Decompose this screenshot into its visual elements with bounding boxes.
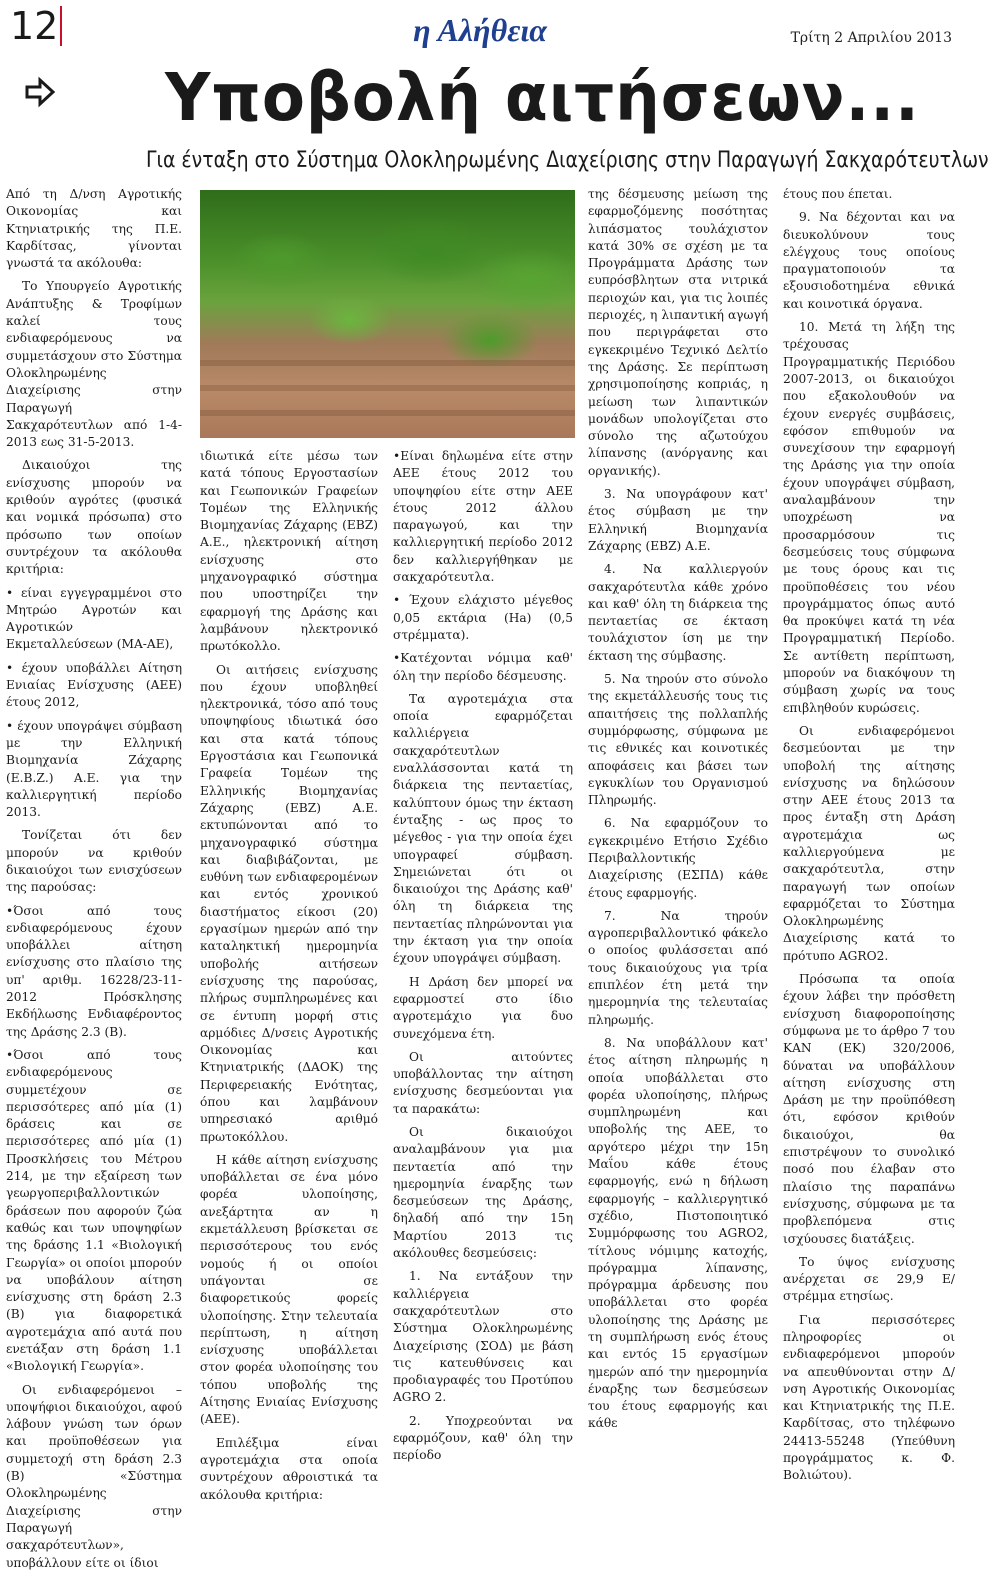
paragraph: Δικαιούχοι της ενίσχυσης μπορούν να κριθούν αγρότες (φυσικά και νομικά πρόσωπα) στο πρόσωπο των οποίων συντρέχουν τα ακόλουθα κριτήρια: [6, 458, 182, 577]
paragraph: ιδιωτικά είτε μέσω των κατά τόπους Εργοστασίων και Γεωπονικών Γραφείων Τομέων της Ελληνικής Βιομηχανίας Ζάχαρης (ΕΒΖ) Α.Ε., ηλεκτρονική αίτηση ενίσχυσης στο μηχανογραφικό σύστημα που υποστηρίζει την εφαρμογή της Δράσης και λαμβάνουν ηλεκτρονικό πρωτόκολλο. [200, 449, 378, 654]
paragraph: Οι ενδιαφερόμενοι – υποψήφιοι δικαιούχοι, αφού λάβουν γνώση των όρων και προϋποθέσεων για συμμετοχή στη δράση 2.3 (Β) «Σύστημα Ολοκληρωμένης Διαχείρισης στην Παραγωγή σακχαρότευτλων», υποβάλλουν είτε οι ίδιοι [6, 1382, 182, 1570]
page-number: 12 [10, 4, 59, 48]
bullet-item: •Όσοι από τους ενδιαφερόμενους συμμετέχουν σε περισσότερες από μία (1) δράσεις και σε περισσότερες από μία (1) Προσκλήσεις του Μέτρου 214, με την εξαίρεση των γεωργοπεριβαλλοντικών δράσεων που αφορούν ζώα καθώς και των υποψηφίων της δράσης 1.1 «Βιολογική Γεωργία» οι οποίοι μπορούν να υποβάλουν αίτηση ενίσχυσης στη δράση 2.3 (Β) για διαφορετικά αγροτεμάχια από αυτά που ενετάξαν στη δράση 1.1 «Βιολογική Γεωργία». [6, 1047, 182, 1374]
paragraph: Η Δράση δεν μπορεί να εφαρμοστεί στο ίδιο αγροτεμάχιο για δυο συνεχόμενα έτη. [393, 974, 573, 1041]
paragraph: Από τη Δ/νση Αγροτικής Οικονομίας και Κτηνιατρικής της Π.Ε. Καρδίτσας, γίνονται γνωστά τα ακόλουθα: [6, 187, 182, 271]
newspaper-masthead: η Αλήθεια [413, 12, 547, 48]
numbered-item: 5. Να τηρούν στο σύνολο της εκμετάλλευσής τους τις απαιτήσεις της πολλαπλής συμμόρφωσης, σύμφωνα με τις εθνικές και κοινοτικές αποφάσεις και βάσει των εγκυκλίων του Οργανισμού Πληρωμής. [588, 672, 768, 808]
numbered-item: 7. Να τηρούν αγροπεριβαλλοντικό φάκελο ο οποίος φυλάσσεται από τους δικαιούχους για τρία επιπλέον έτη μετά την ημερομηνία της τελευταίας πληρωμής. [588, 908, 768, 1027]
numbered-item: 10. Μετά τη λήξη της τρέχουσας Προγραμματικής Περιόδου 2007-2013, οι δικαιούχοι που εξακολουθούν να έχουν ενεργές συμβάσεις, εφόσον επιθυμούν να συνεχίσουν την εφαρμογή της Δράσης για την οποία έχουν υπογράψει σύμβαση, αναλαμβάνουν την υποχρέωση να προσαρμόσουν τις δεσμεύσεις τους σύμφωνα με τους όρους και τις προϋποθέσεις του νέου προγράμματος όπως αυτό θα προκύψει κατά τη νέα Προγραμματική Περίοδο. Σε αντίθετη περίπτωση, μπορούν να διακόψουν τη σύμβαση χωρίς να τους επιβληθούν κυρώσεις. [783, 320, 955, 715]
paragraph: Η κάθε αίτηση ενίσχυσης υποβάλλεται σε ένα μόνο φορέα υλοποίησης, ανεξάρτητα αν η εκμετάλλευση βρίσκεται σε περισσότερους του ενός νομούς ή οι οποίοι υπάγονται σε διαφορετικούς φορείς υλοποίησης. Στην τελευταία περίπτωση, η αίτηση ενίσχυσης υποβάλλεται στον φορέα υλοποίησης του τόπου υποβολής της Αίτησης Ενιαίας Ενίσχυσης (ΑΕΕ). [200, 1152, 378, 1427]
paragraph: Οι αιτούντες υποβάλλοντας την αίτηση ενίσχυσης δεσμεύονται για τα παρακάτω: [393, 1049, 573, 1116]
paragraph: Τονίζεται ότι δεν μπορούν να κριθούν δικαιούχοι των ενισχύσεων της παρούσας: [6, 828, 182, 895]
arrow-right-icon [24, 76, 56, 108]
paragraph: Πρόσωπα τα οποία έχουν λάβει την πρόσθετη ενίσχυση διαφοροποίησης σύμφωνα με το άρθρο 7 του ΚΑΝ (ΕΚ) 320/2006, δύναται να υποβάλλουν αίτηση ενίσχυσης στη Δράση με την προϋπόθεση ότι, εφόσον κριθούν δικαιούχοι, θα επιστρέψουν το συνολικό ποσό που έλαβαν στο πλαίσιο της παραπάνω ενίσχυσης, σύμφωνα με τα προβλεπόμενα στις ισχύουσες διατάξεις. [783, 972, 955, 1246]
paragraph: έτους που έπεται. [783, 187, 893, 201]
article-title: Υποβολή αιτήσεων... [165, 59, 920, 136]
numbered-item: 8. Να υποβάλλουν κατ' έτος αίτηση πληρωμής η οποία υποβάλλεται στο φορέα υλοποίησης, πλήρως συμπληρωμένη και υποβολής της ΑΕΕ, το αργότερο μέχρι την 15η Μαΐου κάθε έτους εφαρμογής, ενώ η δήλωση εφαρμογής – καλλιεργητικό σχέδιο, Πιστοποιητικό Συμμόρφωσης του AGRO2, τίτλους νόμιμης κατοχής, πρόγραμμα λίπανσης, πρόγραμμα άρδευσης που υποβάλλεται στο φορέα υλοποίησης της Δράσης με τη συμπλήρωση ενός έτους και εντός 15 εργασίμων ημερών από την ημερομηνία έναρξης των δεσμεύσεων του έτους εφαρμογής και κάθε [588, 1035, 768, 1431]
numbered-item: 3. Να υπογράφουν κατ' έτος σύμβαση με την Ελληνική Βιομηχανία Ζάχαρης (ΕΒΖ) Α.Ε. [588, 487, 768, 553]
paragraph: Επιλέξιμα είναι αγροτεμάχια στα οποία συντρέχουν αθροιστικά τα ακόλουθα κριτήρια: [200, 1435, 378, 1502]
paragraph: Το Υπουργείο Αγροτικής Ανάπτυξης & Τροφίμων καλεί τους ενδιαφερόμενους να συμμετάσχουν στο Σύστημα Ολοκληρωμένης Διαχείρισης στην Παραγωγή Σακχαρότευτλων από 1-4-2013 εως 31-5-2013. [6, 279, 182, 450]
paragraph: Τα αγροτεμάχια στα οποία εφαρμόζεται καλλιέργεια σακχαρότευτλων εναλλάσσονται κατά τη διάρκεια της πενταετίας, καλύπτουν όμως την έκταση ένταξης - ως προς το μέγεθος - για την οποία έχει υπογραφεί σύμβαση. Σημειώνεται ότι οι δικαιούχοι της Δράσης καθ' όλη τη διάρκεια της πενταετίας πληρώνονται για την έκταση για την οποία έχουν υπογράψει σύμβαση. [393, 691, 573, 966]
article-column-1 [6, 186, 182, 1570]
paragraph: Για περισσότερες πληροφορίες οι ενδιαφερόμενοι μπορούν να απευθύνονται στην Δ/νση Αγροτικής Οικονομίας και Κτηνιατρικής της Π.Ε. Καρδίτσας, στο τηλέφωνο 24413-55248 (Υπεύθυνη προγράμματος κ. Φ. Βολιώτου). [783, 1312, 955, 1483]
sugar-beet-field-photo [200, 190, 575, 438]
bullet-item: •Κατέχονται νόμιμα καθ' όλη την περίοδο δέσμευσης. [393, 651, 573, 683]
page-header [0, 0, 960, 52]
article-subtitle: Για ένταξη στο Σύστημα Ολοκληρωμένης Διαχείρισης στην Παραγωγή Σακχαρότευτλων [146, 148, 989, 173]
issue-date: Τρίτη 2 Απριλίου 2013 [790, 30, 952, 46]
article-column-3 [393, 448, 573, 1463]
paragraph: Οι ενδιαφερόμενοι δεσμεύονται με την υποβολή της αίτησης ενίσχυσης να δηλώσουν στην ΑΕΕ έτους 2013 τα προς ένταξη στη Δράση αγροτεμάχια ως καλλιεργούμενα με σακχαρότευτλα, στην παραγωγή των οποίων εφαρμόζεται το Σύστημα Ολοκληρωμένης Διαχείρισης κατά το πρότυπο AGRO2. [783, 723, 955, 963]
bullet-item: • έχουν υπογράψει σύμβαση με την Ελληνική Βιομηχανία Ζάχαρης (Ε.Β.Ζ.) Α.Ε. για την καλλιεργητική περίοδο 2013. [6, 718, 182, 820]
bullet-item: •Είναι δηλωμένα είτε στην ΑΕΕ έτους 2012 του υποψηφίου είτε στην ΑΕΕ έτους 2012 άλλου παραγωγού, και την καλλιεργητική περίοδο 2012 δεν καλλιεργήθηκαν με σακχαρότευτλα. [393, 449, 573, 585]
numbered-item: 1. Να εντάξουν την καλλιέργεια σακχαρότευτλων στο Σύστημα Ολοκληρωμένης Διαχείρισης (ΣΟΔ) με βάση τις κατευθύνσεις και προδιαγραφές του Προτύπου AGRO 2. [393, 1269, 573, 1405]
bullet-item: • Έχουν ελάχιστο μέγεθος 0,05 εκτάρια (Ha) (0,5 στρέμματα). [393, 593, 573, 642]
numbered-item: 2. Υποχρεούνται να εφαρμόζουν, καθ' όλη την περίοδο [393, 1413, 573, 1463]
numbered-item: 9. Να δέχονται και να διευκολύνουν τους ελέγχους τους οποίους πραγματοποιούν τα εξουσιοδοτημένα εθνικά και κοινοτικά όργανα. [783, 210, 955, 311]
article-column-5 [783, 186, 955, 1483]
article-column-2 [200, 448, 378, 1502]
paragraph: της δέσμευσης μείωση της εφαρμοζόμενης ποσότητας λιπάσματος τουλάχιστον κατά 30% σε σχέση με τα Προγράμματα Δράσης των ευπρόσβλητων στα νιτρικά περιοχών και, για τις λοιπές περιοχές, η λιπαντική αγωγή που περιγράφεται στο εγκεκριμένο Τεχνικό Δελτίο της Δράσης. Σε περίπτωση χρησιμοποίησης κοπριάς, η μείωση των λιπαντικών μονάδων υπολογίζεται στο σύνολο της αζωτούχου λίπανσης (ανόργανης και οργανικής). [588, 187, 768, 478]
paragraph: Οι αιτήσεις ενίσχυσης που έχουν υποβληθεί ηλεκτρονικά, τόσο από τους υποψηφίους ιδιωτικά όσο και στα κατά τόπους Εργοστάσια και Γεωπονικά Γραφεία Τομέων της Ελληνικής Βιομηχανίας Ζάχαρης (ΕΒΖ) Α.Ε. εκτυπώνονται από το μηχανογραφικό σύστημα και διαβιβάζονται, με ευθύνη των ενδιαφερομένων και εντός χρονικού διαστήματος είκοσι (20) εργασίμων ημερών από την καταληκτική ημερομηνία υποβολής αιτήσεων ενίσχυσης της παρούσας, πλήρως συμπληρωμένες και σε έντυπη μορφή στις αρμόδιες Δ/νσεις Αγροτικής Οικονομίας και Κτηνιατρικής (ΔΑΟΚ) της Περιφερειακής Ενότητας, όπου και λαμβάνουν υπηρεσιακό αριθμό πρωτοκόλλου. [200, 662, 378, 1144]
article-column-4 [588, 186, 768, 1431]
paragraph: Οι δικαιούχοι αναλαμβάνουν για μια πενταετία από την ημερομηνία έναρξης των δεσμεύσεων της Δράσης, δηλαδή από την 15η Μαρτίου 2013 τις ακόλουθες δεσμεύσεις: [393, 1124, 573, 1261]
numbered-item: 6. Να εφαρμόζουν το εγκεκριμένο Ετήσιο Σχέδιο Περιβαλλοντικής Διαχείρισης (ΕΣΠΔ) κάθε έτους εφαρμογής. [588, 816, 768, 900]
bullet-item: • είναι εγγεγραμμένοι στο Μητρώο Αγροτών και Αγροτικών Εκμεταλλεύσεων (ΜΑ-ΑΕ), [6, 585, 182, 652]
bullet-item: • έχουν υποβάλλει Αίτηση Ενιαίας Ενίσχυσης (ΑΕΕ) έτους 2012, [6, 660, 182, 710]
bullet-item: •Όσοι από τους ενδιαφερόμενους έχουν υποβάλλει αίτηση ενίσχυσης στο πλαίσιο της υπ' αριθμ. 16228/23-11-2012 Πρόσκλησης Εκδήλωσης Ενδιαφέροντος της Δράσης 2.3 (Β). [6, 903, 182, 1039]
paragraph: Το ύψος ενίσχυσης ανέρχεται σε 29,9 Ε/στρέμμα ετησίως. [783, 1254, 955, 1304]
numbered-item: 4. Να καλλιεργούν σακχαρότευτλα κάθε χρόνο και καθ' όλη τη διάρκεια της πενταετίας σε έκταση τουλάχιστον ίση με την έκταση της σύμβασης. [588, 562, 768, 663]
